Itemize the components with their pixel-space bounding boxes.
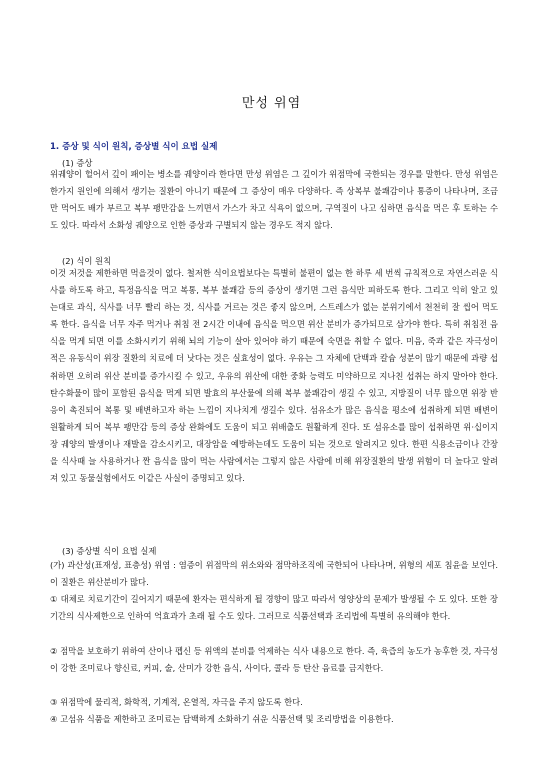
list-item-2: ② 점막을 보호하기 위하여 산이나 펩신 등 위액의 분비를 억제하는 식사 내용으로 한다. 즉, 육즙의 농도가 농후한 것, 자극성이 강한 조미료나 향신료, 커피, 술, 산미가 강한 음식, 사이다, 콜라 등 탄산 음료를 금지한다. <box>50 646 498 674</box>
list-item-4: ④ 고섬유 식품을 제한하고 조미료는 담백하게 소화하기 쉬운 식품선택 및 조리방법을 이용한다. <box>50 714 394 724</box>
subheading-diet-principles: (2) 식이 원칙 <box>62 256 112 266</box>
subheading-symptoms: (1) 증상 <box>62 158 93 168</box>
paragraph-diet-principles: 이것 저것을 제한하면 먹을것이 없다. 철저한 식이요법보다는 특별히 불편이 없는 한 하루 세 번씩 규칙적으로 자연스러운 식사를 하도록 하고, 특정음식을 먹고 복통, 복부 불쾌감 등의 증상이 생기면 그런 음식만 피하도록 한다. 그리고 익히 알고 있는대로 과식, 식사를 너무 빨리 하는 것, 식사를 거르는 것은 좋지 않으며, 스트레스가 없는 분위기에서 천천히 잘 씹어 먹도록 한다. 음식을 너무 자주 먹거나 취침 전 2시간 이내에 음식을 먹으면 위산 분비가 증가되므로 삼가야 한다. 특히 취침전 음식을 먹게 되면 이를 소화시키기 위해 뇌의 기능이 살아 있어야 하기 때문에 숙면을 취할 수 없다. 미음, 죽과 같은 자극성이 적은 유동식이 위장 질환의 치료에 더 낫다는 것은 실효성이 없다. 우유는 그 자체에 단백과 칼슘 성분이 많기 때문에 과량 섭취하면 오히려 위산 분비를 증가시킬 수 있고, 우유의 위산에 대한 중화 능력도 미약하므로 지나친 섭취는 하지 말아야 한다. 탄수화물이 많이 포함된 음식을 먹게 되면 발효의 부산물에 의해 복부 불쾌감이 생길 수 있고, 지방질이 너무 많으면 위장 반응이 촉진되어 복통 및 배변하고자 하는 느낌이 지나치게 생길수 있다. 섬유소가 많은 음식을 평소에 섭취하게 되면 배변이 원활하게 되어 복부 팽만감 등의 증상 완화에도 도움이 되고 위배출도 원활하게 진다. 또 섬유소를 많이 섭취하면 위·십이지장 궤양의 발생이나 재발을 감소시키고, 대장암을 예방하는데도 도움이 되는 것으로 알려지고 있다. 한편 식용소금이나 간장을 식사때 늘 사용하거나 짠 음식을 많이 먹는 사람에서는 그렇지 않은 사람에 비해 위장질환의 발생 위험이 더 높다고 알려져 있고 동물실험에서도 이같은 사실이 증명되고 있다. <box>50 268 498 484</box>
document-title: 만성 위염 <box>241 96 302 111</box>
item-hyperacid-gastritis: (가) 과산성(표재성, 표층성) 위염 : 염증이 위점막의 위소와와 점막하조직에 국한되어 나타나며, 위형의 세포 침윤을 보인다. 이 질환은 위산분비가 많다. <box>50 560 498 588</box>
list-item-3: ③ 위점막에 물리적, 화학적, 기계적, 온열적, 자극을 주지 않도록 한다. <box>50 697 303 707</box>
section-heading: 1. 증상 및 식이 원칙, 증상별 식이 요법 실제 <box>50 142 218 152</box>
paragraph-symptoms: 위궤양이 헐어서 깊이 패이는 병소를 궤양이라 한다면 만성 위염은 그 깊이가 위점막에 국한되는 경우를 말한다. 만성 위염은 한가지 원인에 의해서 생기는 질환이 아니기 때문에 그 증상이 매우 다양하다. 즉 상복부 불쾌감이나 통증이 나타나며, 조금만 먹어도 배가 부르고 복부 팽만감을 느끼면서 가스가 차고 식욕이 없으며, 구역질이 나고 심하면 음식을 먹은 후 토하는 수도 있다. 따라서 소화성 궤양으로 인한 증상과 구별되지 않는 경우도 적지 않다. <box>50 169 498 231</box>
subheading-diet-by-symptom: (3) 증상별 식이 요법 실제 <box>62 546 157 556</box>
list-item-1: ① 대체로 치료기간이 길어지기 때문에 환자는 편식하게 될 경향이 많고 따라서 영양상의 문제가 발생될 수 도 있다. 또한 장기간의 식사제한으로 인하여 억효과가 초래 될 수도 있다. 그러므로 식품선택과 조리법에 특별히 유의해야 한다. <box>50 594 498 622</box>
